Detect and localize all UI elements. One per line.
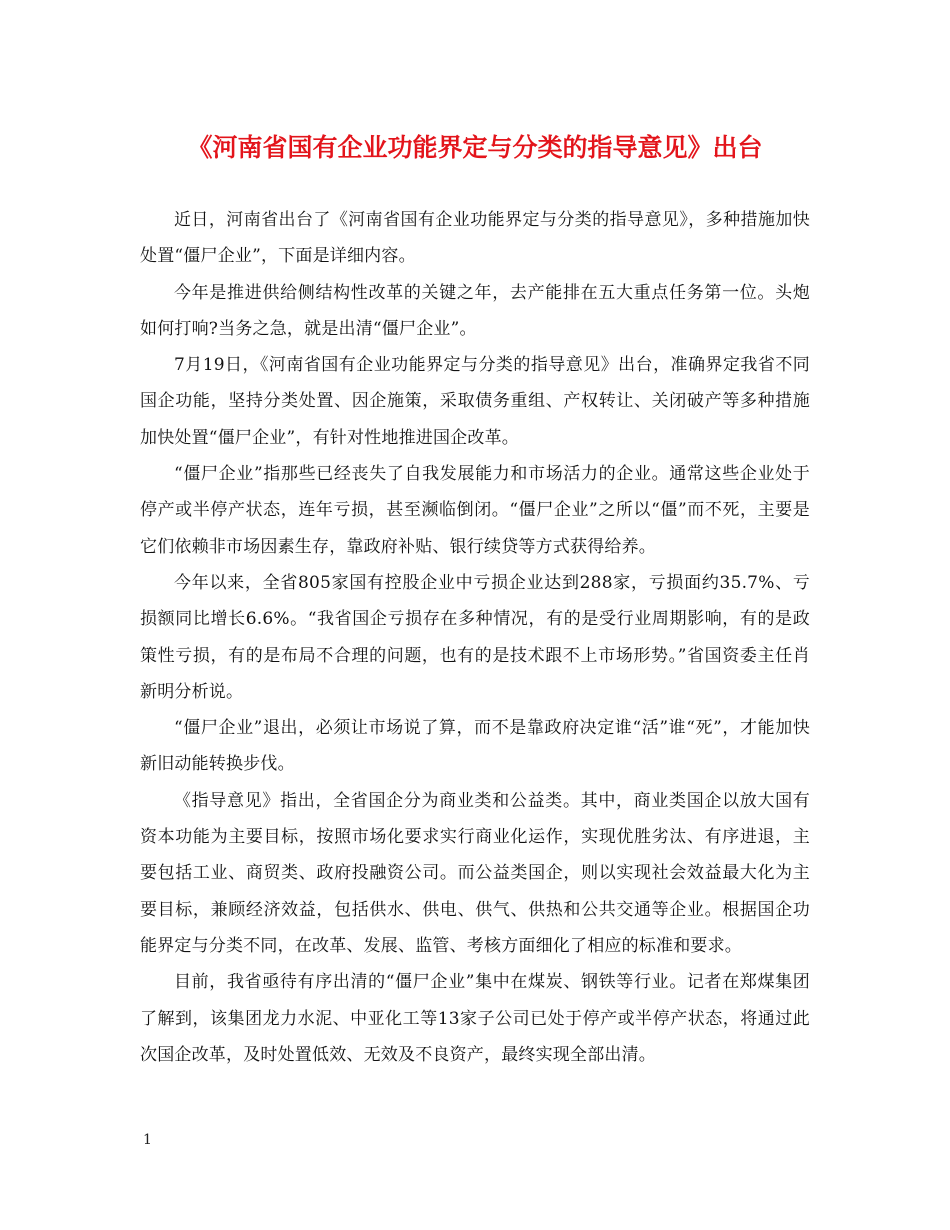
document-title: 《河南省国有企业功能界定与分类的指导意见》出台	[187, 133, 763, 162]
paragraph-6: “僵尸企业”退出，必须让市场说了算，而不是靠政府决定谁“活”谁“死”，才能加快新旧动能转换步伐。	[140, 718, 810, 775]
document-body	[140, 202, 810, 1073]
paragraph-5: 今年以来，全省805家国有控股企业中亏损企业达到288家，亏损面约35.7%、亏损额同比增长6.6%。“我省国企亏损存在多种情况，有的是受行业周期影响，有的是政策性亏损，有的是布局不合理的问题，也有的是技术跟不上市场形势。”省国资委主任肖新明分析说。	[140, 572, 810, 702]
page-number: 1	[143, 1132, 152, 1148]
paragraph-8: 目前，我省亟待有序出清的“僵尸企业”集中在煤炭、钢铁等行业。记者在郑煤集团了解到，该集团龙力水泥、中亚化工等13家子公司已处于停产或半停产状态，将通过此次国企改革，及时处置低效、无效及不良资产，最终实现全部出清。	[140, 972, 810, 1065]
paragraph-4: “僵尸企业”指那些已经丧失了自我发展能力和市场活力的企业。通常这些企业处于停产或半停产状态，连年亏损，甚至濒临倒闭。“僵尸企业”之所以“僵”而不死，主要是它们依赖非市场因素生存，靠政府补贴、银行续贷等方式获得给养。	[140, 464, 810, 557]
paragraph-7: 《指导意见》指出，全省国企分为商业类和公益类。其中，商业类国企以放大国有资本功能为主要目标，按照市场化要求实行商业化运作，实现优胜劣汰、有序进退，主要包括工业、商贸类、政府投融资公司。而公益类国企，则以实现社会效益最大化为主要目标，兼顾经济效益，包括供水、供电、供气、供热和公共交通等企业。根据国企功能界定与分类不同，在改革、发展、监管、考核方面细化了相应的标准和要求。	[140, 790, 810, 956]
paragraph-2: 今年是推进供给侧结构性改革的关键之年，去产能排在五大重点任务第一位。头炮如何打响?当务之急，就是出清“僵尸企业”。	[140, 282, 810, 339]
paragraph-3: 7月19日，《河南省国有企业功能界定与分类的指导意见》出台，准确界定我省不同国企功能，坚持分类处置、因企施策，采取债务重组、产权转让、关闭破产等多种措施加快处置“僵尸企业”，有针对性地推进国企改革。	[140, 355, 810, 448]
paragraph-1: 近日，河南省出台了《河南省国有企业功能界定与分类的指导意见》，多种措施加快处置“僵尸企业”，下面是详细内容。	[140, 210, 810, 267]
